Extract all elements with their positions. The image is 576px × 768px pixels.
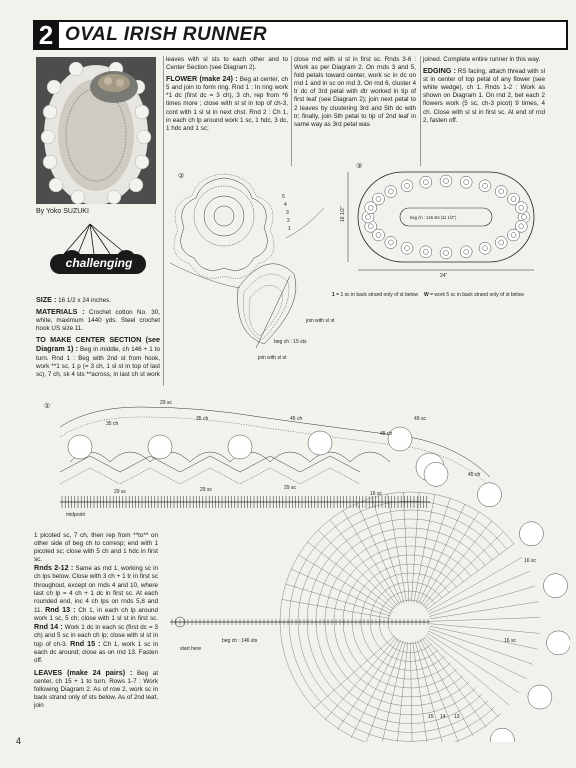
instructions-col4 (423, 56, 545, 125)
instructions-lower (34, 532, 158, 710)
runner-photo-image (36, 57, 156, 204)
mesh-spoke (366, 641, 404, 742)
flower-center-small (388, 189, 393, 194)
mesh-spoke (286, 584, 391, 616)
right-flower-arc (424, 462, 570, 742)
mesh-spoke (423, 521, 492, 606)
beg-ch-label: beg ch : 15 sts (274, 339, 307, 345)
rnd13-text: Ch 1, in each ch lp around work 1 sc, 5 ch; close with 1 sl st in first sc. (34, 606, 159, 622)
flower-center-small (405, 246, 410, 251)
edging-text: RS facing, attach thread with sl st in center of top petal of any flower (see white wedge), ch 1. Rnds 1-2 : Work as shown on Diagram 1. On rnd 2, bet each 2 flowers work (5 sc, ch-3 picot) 9 times, 4 ch. Close with sl st in first sc. At end of rnd 2, fasten off. (423, 68, 545, 124)
flower-center-small (388, 240, 393, 245)
leaf-row (60, 456, 360, 484)
column-divider (163, 56, 164, 386)
mesh-spoke (308, 542, 395, 610)
mesh-spoke (430, 602, 539, 619)
rnd1-end-text: 1 picoted sc, 7 ch, then rep from **to** on other side of beg ch to corresp; end with 1 picoted sc; close with 5 ch and 1 hdc in first sc. (34, 532, 158, 564)
page-title: OVAL IRISH RUNNER (65, 24, 268, 45)
flower-motif (148, 435, 172, 459)
count-label: 16 sc (524, 558, 536, 564)
mesh-spoke (416, 498, 450, 603)
flower-center-small (483, 246, 488, 251)
height-dimension: 16 1/2" (340, 206, 346, 222)
flower-center-small (405, 183, 410, 188)
flower-center-small (376, 233, 381, 238)
count-label: 29 sc (160, 400, 172, 406)
mesh-ring (388, 622, 425, 644)
rnd15-heading: Rnd 15 : (70, 639, 101, 649)
column-divider (291, 56, 292, 166)
mesh-spoke (351, 640, 401, 738)
mesh-spoke (414, 494, 435, 602)
mesh-ring (379, 622, 432, 653)
mesh-spoke (411, 492, 419, 602)
mesh-spoke (430, 624, 540, 634)
flower-motif (308, 431, 332, 455)
diagram-2 (166, 168, 341, 383)
beg-ch-label: beg ch : 146 sts (222, 638, 258, 644)
row-number: 15 (428, 714, 434, 720)
flower-motif (478, 483, 502, 507)
diagram-1-marker: ① (44, 403, 51, 410)
flower-motif (490, 728, 514, 742)
title-bar (33, 20, 568, 50)
mesh-spoke (418, 504, 464, 604)
materials-heading: MATERIALS : (36, 307, 85, 317)
legend-symbol-back-strand: 1 (332, 292, 335, 298)
mesh-spoke (330, 520, 398, 607)
count-label: 29 sc (200, 487, 212, 493)
mesh-ring (280, 622, 501, 742)
legend-symbol-5sc: W (424, 292, 429, 298)
mesh-spoke (313, 635, 395, 709)
diagram-2-marker: ② (178, 173, 185, 180)
flower-center-small (511, 197, 516, 202)
badge-label: challenging (65, 256, 133, 270)
size-heading: SIZE : (36, 295, 57, 304)
flower-center-small (464, 249, 469, 254)
flower-motif (174, 174, 274, 278)
flower-center-small (464, 180, 469, 185)
instructions-col1 (36, 296, 160, 379)
mesh-spoke (428, 571, 529, 614)
count-label: 16 sc (504, 638, 516, 644)
rnd15-text: Ch 1, work 1 sc in each dc around; close as on rnd 13. Fasten off. (34, 641, 159, 665)
row-number: 14 (440, 714, 446, 720)
runner-photo (36, 57, 156, 204)
flower-center-small (499, 240, 504, 245)
flower-center-small (376, 197, 381, 202)
rnd13-heading: Rnd 13 : (45, 604, 76, 614)
rnds2-12-heading: Rnds 2-12 : (34, 563, 74, 573)
flower-motif (544, 574, 568, 598)
mesh-ring (280, 492, 514, 622)
count-label: 35 ch (106, 421, 119, 427)
page-number: 4 (16, 736, 22, 746)
mesh-spoke (387, 494, 406, 602)
mesh-ring (325, 622, 470, 706)
difficulty-badge (44, 220, 154, 282)
mesh-spoke (396, 642, 407, 742)
flower-center-small (519, 205, 524, 210)
diagram-2-row-label: 5 (282, 194, 285, 200)
count-label: 45 ch (380, 431, 393, 437)
materials-text: Crochet cotton No. 30, white, maximum 1440 yds. Steel crochet hook US size 11. (36, 309, 161, 333)
flower-motif (519, 522, 543, 546)
flower-center-small (519, 224, 524, 229)
diagram-3 (340, 160, 545, 280)
flower-center-small (499, 189, 504, 194)
instructions-col3 (294, 56, 416, 129)
mesh-spoke (291, 569, 391, 614)
joined-text: joined. Complete entire runner in this way. (423, 56, 541, 63)
count-label: 16 sc (370, 491, 382, 497)
mesh-ring (298, 622, 488, 732)
flower-center-small (444, 251, 449, 256)
flower-text: Beg at center, ch 5 and join to form ring. Rnd 1 : In ring work *1 dc (first dc = 3 ch), 3 ch, rep from *6 times more ; close with sl st in top of ch-3, cont with 1 sl st in next chst. Rnd 2 : Ch 1, in each ch lp around work 1 sc, 1 hdc, 3 dc, 1 hdc and 1 sc; (166, 76, 288, 132)
legend-text-back-strand: = 1 sc in back strand only of st below (336, 292, 419, 298)
start-here-label: start here (180, 646, 202, 652)
flower-center-small (522, 215, 527, 220)
mesh-spoke (429, 586, 535, 616)
mesh-spoke (325, 637, 397, 720)
mesh-ring (352, 622, 451, 679)
edging-heading: EDGING : (423, 66, 456, 76)
count-label: 29 sc (114, 489, 126, 495)
count-label: 35 ch (196, 416, 209, 422)
count-label: 49 sc (414, 416, 426, 422)
flower-heading: FLOWER (make 24) : (166, 74, 238, 84)
flower-center-small (423, 249, 428, 254)
mesh-spoke (372, 498, 404, 603)
rnd14-text: Work 1 dc in each sc (first dc = 3 ch) and 5 sc in each ch lp; close with sl st in top of ch-3. (34, 624, 159, 649)
flower-motif (228, 435, 252, 459)
row-number: 13 (454, 714, 460, 720)
diagram-2-row-label: 1 (288, 226, 291, 232)
mesh-spoke (337, 639, 399, 730)
width-dimension: 24" (440, 273, 448, 279)
mesh-spoke (421, 512, 479, 605)
count-label: 29 sc (284, 485, 296, 491)
flower-center-small (423, 180, 428, 185)
column-divider (420, 56, 421, 166)
mesh-spoke (403, 492, 409, 602)
flower-motif (547, 631, 571, 655)
flower-center-small (368, 205, 373, 210)
leaves-heading: LEAVES (make 24 pairs) : (34, 667, 133, 677)
join-label: join with sl st (258, 355, 287, 361)
flower-center-small (483, 183, 488, 188)
mesh-ring (370, 622, 438, 661)
designer-credit: By Yoko SUZUKI (36, 208, 89, 215)
mesh-ring (289, 622, 495, 741)
instructions-col2 (166, 56, 288, 133)
rnds2-12-text: Same as rnd 1, working sc in ch lps below. Close with 3 ch + 1 tr in first sc throughout, except on rnds 4 and 10, where last ch lp = 4 ch + 1 dc in first sc. At each rounded end, inc 4 ch lps on rnds 5,8 and 11. (34, 565, 158, 614)
midpoint-label: midpoint (66, 512, 85, 518)
center-section-text: Beg in middle, ch 146 + 1 to turn. Rnd 1 : Beg with 2nd st from hook, work **1 sc, 1 p (= 3 ch, 1 sl st in top of last sc), 7 ch, sk 4 sts **across, in last ch st work (36, 346, 160, 378)
diagram-2-row-label: 4 (284, 202, 287, 208)
mesh-spoke (430, 626, 538, 649)
flower-center-small (444, 179, 449, 184)
flower-motif (528, 685, 552, 709)
beg-ch-dimension: beg ch : 146 sts (11 1/2") (410, 215, 457, 220)
legend-text-5sc: = work 5 sc in back strand only of st below (430, 292, 524, 298)
diagram-2-row-label: 3 (286, 210, 289, 216)
mesh-spoke (430, 617, 540, 621)
diagram-2-row-label: 2 (287, 218, 290, 224)
rounds-text: close rnd with sl st in first sc. Rnds 3-6 : Work as per Diagram 2. On rnds 3 and 5, fold petals toward center, work sc in dc on rnd 1 and in sc on rnd 3. On rnd 6, cluster 4 tr dc of 3rd petal with dtr worked in tip of first leaf (see Diagram 2); join next petal to 2 leaves by clustering 3rd and 5th dc with tr; finally, join 5th petal to tip of 2nd leaf in same way as 3rd petal was (294, 56, 416, 128)
mesh-spoke (424, 532, 503, 608)
count-label: 45 ch (290, 416, 303, 422)
join-label: join with sl st (306, 318, 335, 324)
flower-motif (68, 435, 92, 459)
leaf-motif (238, 264, 296, 348)
flower-center-small (368, 224, 373, 229)
flower-motif (424, 462, 448, 486)
count-label: 45 ch (468, 472, 481, 478)
mesh-spoke (410, 642, 412, 742)
center-section-heading: TO MAKE CENTER SECTION (see Diagram 1) : (36, 335, 160, 354)
mesh-ring (361, 622, 444, 670)
leaves-text: Beg at center, ch 15 + 1 to turn. Rows 1-7 : Work following Diagram 2. As of row 2, work sc in back strand only of sts below. As of 2nd leaf, join (34, 669, 159, 709)
pattern-number: 2 (33, 20, 59, 50)
leaves-continued-text: leaves with sl sts to each other and to Center Section (see Diagram 2). (166, 56, 288, 72)
mesh-spoke (426, 544, 514, 610)
mesh-spoke (318, 530, 396, 608)
mesh-spoke (413, 642, 428, 742)
mesh-fan (280, 492, 540, 742)
flower-center-small (366, 215, 371, 220)
badge-graphic (44, 220, 154, 282)
size-text: 16 1/2 x 24 inches. (58, 297, 111, 304)
rnd14-heading: Rnd 14 : (34, 622, 63, 632)
diagram-3-marker: ③ (356, 163, 363, 170)
mesh-spoke (357, 503, 402, 603)
flower-center-small (511, 233, 516, 238)
